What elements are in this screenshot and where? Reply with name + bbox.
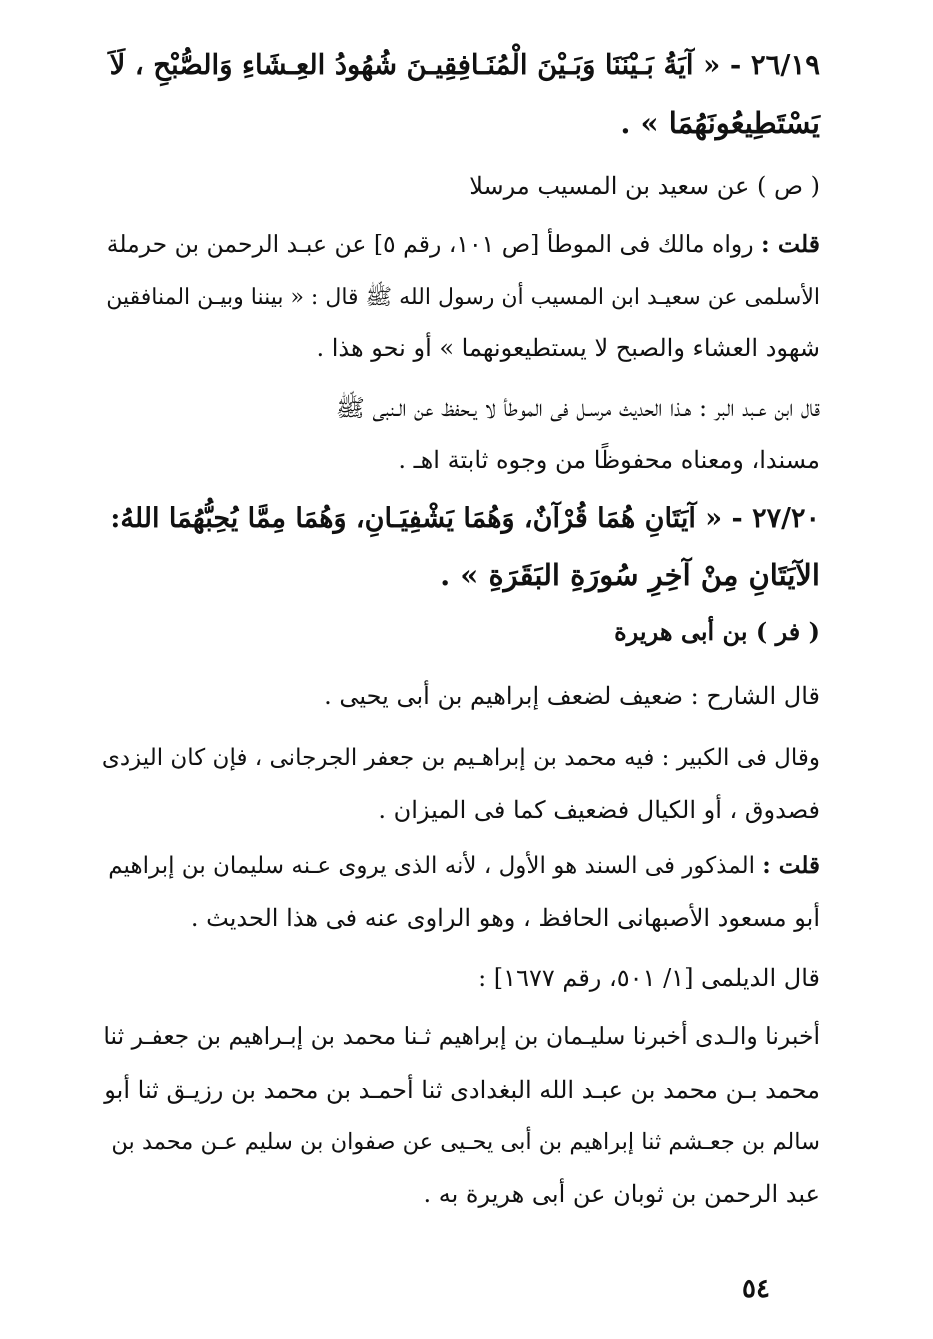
hadith-26-line-2: يَسْتَطِيعُونَهُمَا » .: [620, 106, 820, 140]
qult-1-line-2: الأسلمى عن سعيـد ابن المسيب أن رسول الله ﷺ قال : « بيننا وبيـن المنافقين: [106, 285, 820, 310]
kabir-line-1: وقال فى الكبير : فيه محمد بن إبراهـيم بن جعفر الجرجانى ، فإن كان اليزدى: [101, 745, 820, 771]
isnad-line-2: محمد بـن محمد بن عبـد الله البغدادى ثنا أحمـد بن محمد بن رزيـق ثنا أبو: [104, 1076, 820, 1104]
qult-1-text: رواه مالك فى الموطأ [ص ١٠١، رقم ٥] عن عبـد الرحمن بن حرملة: [106, 230, 754, 258]
hadith-26-source: ( ص ) عن سعيد بن المسيب مرسلا: [469, 172, 820, 200]
qult-2-text: المذكور فى السند هو الأول ، لأنه الذى يروى عـنه سليمان بن إبراهيم: [108, 853, 755, 879]
hadith-27-line-1: ٢٧/٢٠ - « آيَتَانِ هُمَا قُرْآنٌ، وَهُمَا يَشْفِيَـانِ، وَهُمَا مِمَّا يُحِبُّهُمَا اللهُ:: [110, 503, 820, 534]
sharih-label: قال الشارح :: [690, 682, 820, 710]
qult-label: قلت :: [761, 230, 820, 258]
isnad-line-4: عبد الرحمن بن ثوبان عن أبى هريرة به .: [423, 1180, 820, 1208]
hadith-27-line-2: الآيَتَانِ مِنْ آخِرِ سُورَةِ البَقَرَةِ » .: [440, 558, 820, 592]
qult-1-line-3: شهود العشاء والصبح لا يستطيعونهما » أو نحو هذا .: [316, 334, 820, 362]
ibn-abd-albarr-line-1: قال ابن عـبد البر : هـذا الحديث مرسـل فى الموطأ لا يـحفظ عن الـنبى ﷺ: [335, 394, 820, 422]
hadith-27-source: ( فر ) بن أبى هريرة: [614, 617, 820, 646]
sharih-text: ضعيف لضعف إبراهيم بن أبى يحيى .: [324, 682, 683, 710]
qult-label: قلت :: [762, 852, 820, 879]
hadith-26-line-1: ٢٦/١٩ - « آيَةُ بَـيْنَنَا وَبَـيْنَ الْمُنَـافِقِيـنَ شُهُودُ العِـشَاءِ وَالصُّبْحِ ، لَاَ: [109, 49, 820, 81]
qult-2-line-1: [108, 850, 820, 882]
page-number: ٥٤: [742, 1274, 770, 1304]
sharih-line: [324, 680, 820, 712]
daylami-reference: قال الديلمى [١/ ٥٠١، رقم ١٦٧٧] :: [478, 964, 820, 992]
kabir-line-2: فصدوق ، أو الكيال فضعيف كما فى الميزان .: [378, 796, 820, 824]
page-body: [100, 0, 820, 1339]
isnad-line-3: سالم بن جعـشم ثنا إبراهيم بن أبى يحـيى عن صفوان بن سليم عـن محمد بن: [111, 1129, 820, 1155]
ibn-abd-albarr-line-2: مسندا، ومعناه محفوظًا من وجوه ثابتة اهـ .: [398, 446, 820, 474]
qult-2-line-2: أبو مسعود الأصبهانى الحافظ ، وهو الراوى عنه فى هذا الحديث .: [190, 904, 820, 932]
qult-1-line-1: [107, 228, 820, 260]
isnad-line-1: أخبرنا والـدى أخبرنا سليـمان بن إبراهيم ثـنا محمد بن إبـراهيم بن جعفـر ثنا: [103, 1022, 820, 1050]
